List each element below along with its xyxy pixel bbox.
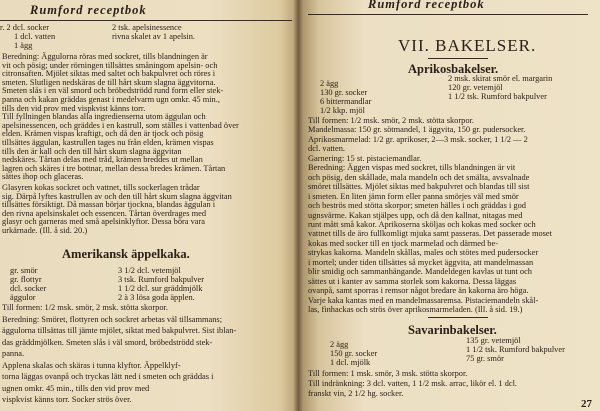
right-header-rule [308,14,588,15]
book-gutter [293,0,303,411]
text-line: smöret tillsättes. Mjölet siktas med bakpulvret och blandas till sist [308,182,530,192]
text-line: tillsättes äggulan, kastrullen tages nu från elden, krämen vispas [2,138,214,147]
text-line: Till formen: 1/2 msk. smör, 2 msk. stötta skorpor. [308,116,474,125]
right-running-header: Rumford receptbok [368,0,485,11]
text-line: vispkvist känns torr. Socker strös över. [2,395,132,404]
intro-ingredient: 2 tsk. apelsinessence [112,23,182,32]
savarin-ingredient: 1 1/2 tsk. Rumford bakpulver [466,345,565,354]
text-line: panna och kakan gräddas genast i medelvarm ugn omkr. 45 min., [2,95,220,104]
recipe-title-amerikansk: Amerikansk äppelkaka. [62,247,190,261]
text-line: strykas kakorna. Mandeln skållas, males och stötes med pudersocker [308,248,539,258]
text-line: lagren och skäres i tre bottnar, mellan dessa bredes krämen. Tårtan [2,163,226,173]
text-line: Beredning: Smöret, flottyren och sockret arbetas väl tillsammans; [2,314,223,324]
apple-ingredient: gr. smör [10,266,38,275]
apricot-ingredient: 120 gr. vetemjöl [448,83,503,92]
apple-ingredient: 2 à 3 lösa goda äpplen. [118,293,195,302]
text-line: Till fyllningen blandas alla ingredienserna utom äggulan och [2,112,206,122]
text-line: tills den är kall och den till hårt skum slagna äggvitan [2,146,182,156]
text-line: Beredning: Äggulorna röras med sockret, tills blandningen är [2,52,208,61]
apple-ingredient: dcl. socker [10,284,47,293]
apricot-ingredient: 2 ägg [320,79,339,88]
text-line: sättes ihop och glaceras. [2,172,84,182]
apricot-ingredient: 1 1/2 tsk. Rumford bakpulver [448,92,547,101]
text-line: elden. Krämen vispas kraftigt, och då den är tjock och pösig [2,129,204,139]
text-line: nedskäres. Tårtan delas med tråd, krämen breddes ut mellan [2,155,203,165]
savarin-ingredient: 75 gr. smör [466,354,504,363]
text-line: i smeten. En liten jämn form eller panna smörjes väl med smör [308,191,519,201]
recipe-title-savarin: Savarinbakelser. [408,323,497,337]
text-line: den rivna apelsinskalet och essencen. Tårtan överdrages med [2,208,207,218]
text-line: sig. Därpå lyftes kastrullen av och den till hårt skum slagna äggvitan [2,191,232,201]
left-header-rule [0,20,292,21]
text-line: dcl. vatten. [308,144,345,154]
savarin-ingredient: 150 gr. socker [330,349,378,358]
chapter-title: VII. BAKELSER. [398,36,537,55]
apricot-ingredient: 130 gr. socker [320,88,368,97]
text-line: sättes ut i kanter av samma storlek som kakorna. Dessa läggas [308,276,517,286]
text-line: Applena skalas och skäras i tunna klyftor. Äppelklyf- [2,360,181,370]
apricot-ingredient: 2 msk. skirat smör el. margarin [448,74,553,83]
left-page [0,0,298,411]
apple-ingredient: 1 1/2 dcl. sur gräddmjölk [118,284,203,293]
text-line: apelsinessencen, och gräddes i en kastrull, som ställes i vattenbad över [2,120,239,130]
savarin-ingredient: 135 gr. vetemjöl [466,336,521,345]
text-line: Glasyren kokas sockret och vattnet, tills sockerlagen trådar [2,183,200,192]
apricot-ingredient: 6 bittermandlar [320,97,372,106]
text-line: ugnsvärme. Kakan stjälpes upp, och då den kallnat, nitagas med [308,210,523,220]
apricot-ingredient: 1/2 kkp. mjöl [320,106,365,115]
text-line: och beströs med stötta skorpor; smeten hälles i och gräddas i god [308,201,526,211]
text-line: ovanpå, samt sporras i remsor något bredare än kakorna äro höga. [308,286,529,296]
section-divider [428,317,488,318]
text-line: smeten. Slutligen nedskäras de till hårt skum slagna äggvitorna. [2,77,216,87]
text-line: Till formen: 1/2 msk. smör, 2 msk. stötta skorpor. [2,303,168,312]
text-line: Mandelmassa: 150 gr. sötmandel, 1 äggvita, 150 gr. pudersocker. [308,125,526,135]
text-line: torna läggas ovanpå och tryckas lätt ned i smeten och gräddas i [2,372,214,381]
text-line: franskt vin, 2 1/2 hg. socker. [308,389,404,399]
chapter-divider [428,58,488,59]
text-line: vattnet tills de äro fullkomligt mjuka samt passeras. Det passerade moset [308,229,552,239]
left-running-header: Rumford receptbok [30,3,147,17]
text-line: Garnering: 15 st. pistaciemandlar. [308,153,422,163]
intro-ingredient: r. 2 dcl. socker [0,23,50,32]
text-line: tills den vid prov med vispkvist känns torr. [2,103,146,113]
text-line: runt mått små kakor. Aprikoserna sköljas och kokas med socker och [308,219,536,229]
apple-ingredient: gr. flottyr [10,275,42,284]
text-line: ugnen omkr. 45 min., tills den vid prov med [2,383,150,393]
recipe-title-aprikos: Aprikosbakelser. [408,62,499,76]
text-line: blir smidig och sammanhängande. Mandeldegen kavlas ut tunt och [308,267,532,277]
right-page [298,0,600,411]
page-number: 27 [581,398,592,410]
intro-ingredient: 1 ägg [14,41,33,50]
text-line: Till formen: 1 msk. smör, 3 msk. stötta skorpor. [308,369,468,378]
text-line: och pösig, den skållade, mala mandeln och det smälta, avsvalnade [308,172,530,182]
apple-ingredient: äggulor [10,293,36,302]
intro-ingredient: 1 dcl. vatten [14,32,56,41]
text-line: Varje kaka kantas med en mandelmassaremsa. Pistaciemandeln skål- [308,295,539,305]
text-line: urkärnade. (Ill. å sid. 20.) [2,226,88,235]
text-line: das gräddmjölken. Smeten slås i väl smord, bröbedströdd stek- [2,337,213,347]
apple-ingredient: 3 1/2 dcl. vetemjöl [118,266,181,275]
savarin-ingredient: 2 ägg [330,340,349,349]
text-line: Smeten slås i en väl smord och bröbedströdd rund form eller stek- [2,86,224,96]
text-line: citronsaften. Mjölet siktas med saltet och bakpulvret och röres i [2,69,216,79]
text-line: Beredning: Äggen vispas med sockret, tills blandningen är vit [308,163,516,173]
text-line: vit och pösig; under rörningen tillsättes småningom apelsin- och [2,60,218,70]
text-line: äggulorna tillsättas till jämte mjölet, siktat med bakpulvret. Sist iblan- [2,326,237,335]
text-line: panna. [2,349,25,358]
text-line: Aprikosmarmelad: 1/2 gr. aprikoser, 2—3 msk. socker, 1 1/2 — 2 [308,134,528,144]
text-line: tillsättes försiktigt. Då massan börjar tjockna, blandas äggulan i [2,200,216,210]
text-line: kokas med socker till en tjock marmelad och därmed be- [308,238,498,248]
text-line: glasyr och garneras med små apelsinklyftor. Dessa böra vara [2,217,206,227]
text-line: i mortel; under tiden tillsättes så mycket äggvita, att mandelmassan [308,257,534,267]
savarin-ingredient: 1 dcl. mjölk [330,358,371,367]
intro-ingredient: rivna skalet av 1 apelsin. [112,32,196,41]
apple-ingredient: 3 tsk. Rumford bakpulver [118,275,205,284]
text-line: Till indränkning: 3 dcl. vatten, 1 1/2 msk. arrac, likör el. 1 dcl. [308,379,518,389]
text-line: las, finhackas och strös över aprikosmarmeladen. (Ill. å sid. 19.) [308,305,523,314]
